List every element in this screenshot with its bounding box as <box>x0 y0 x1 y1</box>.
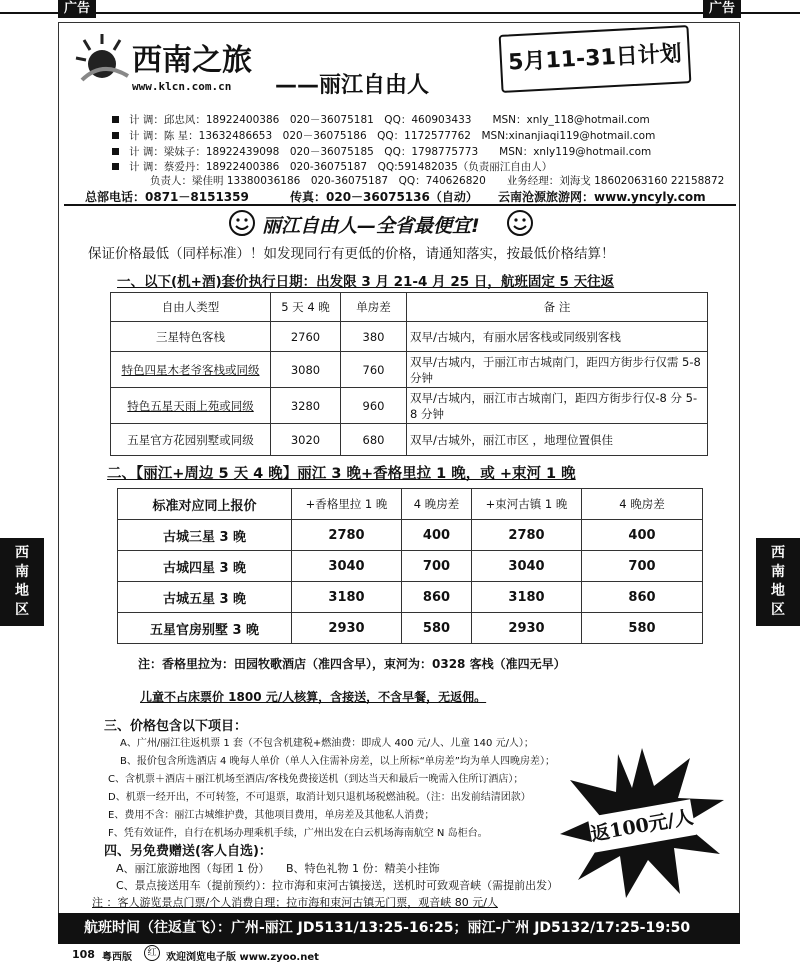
table-cell: 580 <box>402 613 472 644</box>
table-cell: 2780 <box>472 520 582 551</box>
table-cell: 380 <box>341 322 407 352</box>
gift-note: 注 ：客人游览景点门票/个人消费自理；拉市海和束河古镇无门票，观音峡 80 元/人 <box>92 896 498 909</box>
smiley-icon <box>228 209 256 237</box>
table-cell: 2930 <box>472 613 582 644</box>
column-header: 备 注 <box>407 293 708 322</box>
brand-name: 西南之旅 <box>132 43 252 78</box>
column-header: 4 晚房差 <box>402 489 472 520</box>
smiley-icon <box>506 209 534 237</box>
header-divider <box>64 204 736 206</box>
table-cell: 3020 <box>271 424 341 456</box>
section4-title: 四、另免费赠送(客人自选)： <box>104 844 272 859</box>
gift-item: C、景点接送用车（提前预约）：拉市海和束河古镇接送，送机时可致观音峡（需提前出发） <box>116 879 559 892</box>
table-cell: 双早/古城内，丽江市古城南门，距四方街步行仅-8 分 5-8 分钟 <box>407 388 708 424</box>
include-item: B、报价包含所选酒店 4 晚每人单价（单人入住需补房差，以上所标“单房差”均为单人四晚房差）； <box>120 756 555 767</box>
hq-fax: 传真：020－36075136（自动） <box>290 190 478 204</box>
bullet-icon <box>112 132 119 139</box>
column-header: +香格里拉 1 晚 <box>292 489 402 520</box>
table-cell: 400 <box>402 520 472 551</box>
table-cell: 860 <box>582 582 703 613</box>
region-tab-left <box>0 538 44 626</box>
table-cell: 760 <box>341 352 407 388</box>
table-cell: 2780 <box>292 520 402 551</box>
table-cell: 双早/古城内，有丽水居客栈或同级别客栈 <box>407 322 708 352</box>
ad-label-left: 广告 <box>58 0 96 18</box>
contact-text: 计 调：蔡爱丹：18922400386 020-36075187 QQ:591482035（负责丽江自由人） <box>129 161 553 173</box>
table-cell: 3280 <box>271 388 341 424</box>
table-cell: 古城三星 3 晚 <box>118 520 292 551</box>
table-row <box>111 322 708 352</box>
table-header-row <box>111 293 708 322</box>
table-cell: 三星特色客栈 <box>111 322 271 352</box>
hq-website: 云南沧源旅游网：www.yncyly.com <box>498 190 706 204</box>
child-price-note: 儿童不占床票价 1800 元/人核算，含接送，不含早餐，无返佣。 <box>140 690 487 704</box>
table-cell: 3180 <box>292 582 402 613</box>
table-cell: 双早/古城外，丽江市区 ，地理位置俱佳 <box>407 424 708 456</box>
guarantee-text: 保证价格最低（同样标准）！如发现同行有更低的价格，请通知落实，按最低价格结算！ <box>88 246 615 262</box>
include-item: A、广州/丽江往返机票 1 套（不包含机建税+燃油费：即成人 400 元/人、儿童 140 元/人）； <box>120 738 534 749</box>
extension-table <box>117 488 703 644</box>
table-cell: 860 <box>402 582 472 613</box>
region-tab-label: 西南地区 <box>15 545 29 618</box>
bullet-icon <box>112 116 119 123</box>
include-item: D、机票一经开出，不可转签，不可退票，取消计划只退机场税燃油税。（注：出发前结清团款） <box>108 792 531 803</box>
table-cell: 特色四星木老爷客栈或同级 <box>111 352 271 388</box>
table-cell: 3180 <box>472 582 582 613</box>
footer-text: 欢迎浏览电子版 www.zyoo.net <box>166 952 319 963</box>
contact-line-5: 负责人：梁佳明 13380036186 020-36075187 QQ：740626820 业务经理：刘海戈 18602063160 22158872 <box>150 175 725 187</box>
package-table <box>110 292 708 456</box>
contact-text: 计 调：梁妹子：18922439098 020－36075185 QQ：1798775773 MSN：xnly119@hotmail.com <box>129 146 652 158</box>
region-tab-right <box>756 538 800 626</box>
table-row <box>118 551 703 582</box>
ad-label-right: 广告 <box>703 0 741 18</box>
contact-text: 计 调：邱忠风：18922400386 020－36075181 QQ：460903433 MSN：xnly_118@hotmail.com <box>129 114 650 126</box>
table-row <box>118 582 703 613</box>
section3-title: 三、价格包含以下项目： <box>104 719 248 734</box>
table-cell: 700 <box>402 551 472 582</box>
table-cell: 2930 <box>292 613 402 644</box>
region-tab-label: 西南地区 <box>771 545 785 618</box>
table-cell: 3040 <box>472 551 582 582</box>
table-cell: 2760 <box>271 322 341 352</box>
contact-line-1 <box>130 112 650 127</box>
table-cell: 古城五星 3 晚 <box>118 582 292 613</box>
hq-phone: 总部电话：0871－8151359 <box>85 190 249 204</box>
include-item: E、费用不含：丽江古城维护费，其他项目费用，单房差及其他私人消费； <box>108 810 435 821</box>
table-cell: 双早/古城内，于丽江市古城南门，距四方街步行仅需 5-8 分钟 <box>407 352 708 388</box>
table-cell: 五星官方花园别墅或同级 <box>111 424 271 456</box>
page-number: 108 <box>72 948 95 961</box>
flight-bar: 航班时间（往返直飞）：广州-丽江 JD5131/13:25-16:25；丽江-广州 JD5132/17:25-19:50 <box>58 913 740 944</box>
table-cell: 五星官房别墅 3 晚 <box>118 613 292 644</box>
include-item: C、含机票＋酒店＋丽江机场至酒店/客栈免费接送机（到达当天和最后一晚需入住所订酒店）； <box>108 774 524 785</box>
table-header-row <box>118 489 703 520</box>
table-cell: 960 <box>341 388 407 424</box>
table-row <box>118 520 703 551</box>
edition-label: 粤西版 <box>102 952 132 963</box>
column-header: 5 天 4 晚 <box>271 293 341 322</box>
table-row <box>111 424 708 456</box>
section1-title: 一、以下(机+酒)套价执行日期：出发限 3 月 21-4 月 25 日，航班固定 5 天往返 <box>117 274 615 290</box>
column-header: 4 晚房差 <box>582 489 703 520</box>
plan-badge <box>499 25 692 93</box>
table-cell: 580 <box>582 613 703 644</box>
table-row <box>111 388 708 424</box>
table-cell: 3040 <box>292 551 402 582</box>
brand-url: www.klcn.com.cn <box>132 80 232 93</box>
contact-line-3 <box>130 144 651 159</box>
table-row <box>118 613 703 644</box>
hotel-note: 注：香格里拉为：田园牧歌酒店（准四含早），束河为：0328 客栈（准四无早） <box>138 657 566 671</box>
table-cell: 680 <box>341 424 407 456</box>
column-header: 标准对应同上报价 <box>118 489 292 520</box>
product-title: ——丽江自由人 <box>275 73 430 98</box>
gift-item: A、丽江旅游地图（每团 1 份） B、特色礼物 1 份：精美小挂饰 <box>116 862 440 875</box>
table-cell: 特色五星天雨上苑或同级 <box>111 388 271 424</box>
slogan: 丽江自由人—全省最便宜! <box>262 215 480 237</box>
contact-line-4 <box>130 159 552 174</box>
sun-logo-icon <box>72 30 132 90</box>
rebate-text: 返100元/人 <box>588 799 697 853</box>
column-header: +束河古镇 1 晚 <box>472 489 582 520</box>
contact-text: 计 调：陈 星：13632486653 020－36075186 QQ：1172577762 MSN:xinanjiaqi119@hotmail.com <box>129 130 656 142</box>
plan-badge-text: 5月11-31日计划 <box>507 41 683 76</box>
table-cell: 3080 <box>271 352 341 388</box>
edition-logo-icon: 红 <box>144 945 160 961</box>
table-cell: 古城四星 3 晚 <box>118 551 292 582</box>
contact-line-2 <box>130 128 655 143</box>
top-rule <box>0 0 800 14</box>
rebate-burst <box>560 748 724 898</box>
column-header: 自由人类型 <box>111 293 271 322</box>
table-row <box>111 352 708 388</box>
section2-title: 二、【丽江+周边 5 天 4 晚】丽江 3 晚+香格里拉 1 晚，或 +束河 1 晚 <box>107 466 576 482</box>
include-item: F、凭有效证件，自行在机场办理乘机手续，广州出发在白云机场海南航空 N 岛柜台。 <box>108 828 488 839</box>
bullet-icon <box>112 148 119 155</box>
column-header: 单房差 <box>341 293 407 322</box>
table-cell: 700 <box>582 551 703 582</box>
bullet-icon <box>112 163 119 170</box>
table-cell: 400 <box>582 520 703 551</box>
